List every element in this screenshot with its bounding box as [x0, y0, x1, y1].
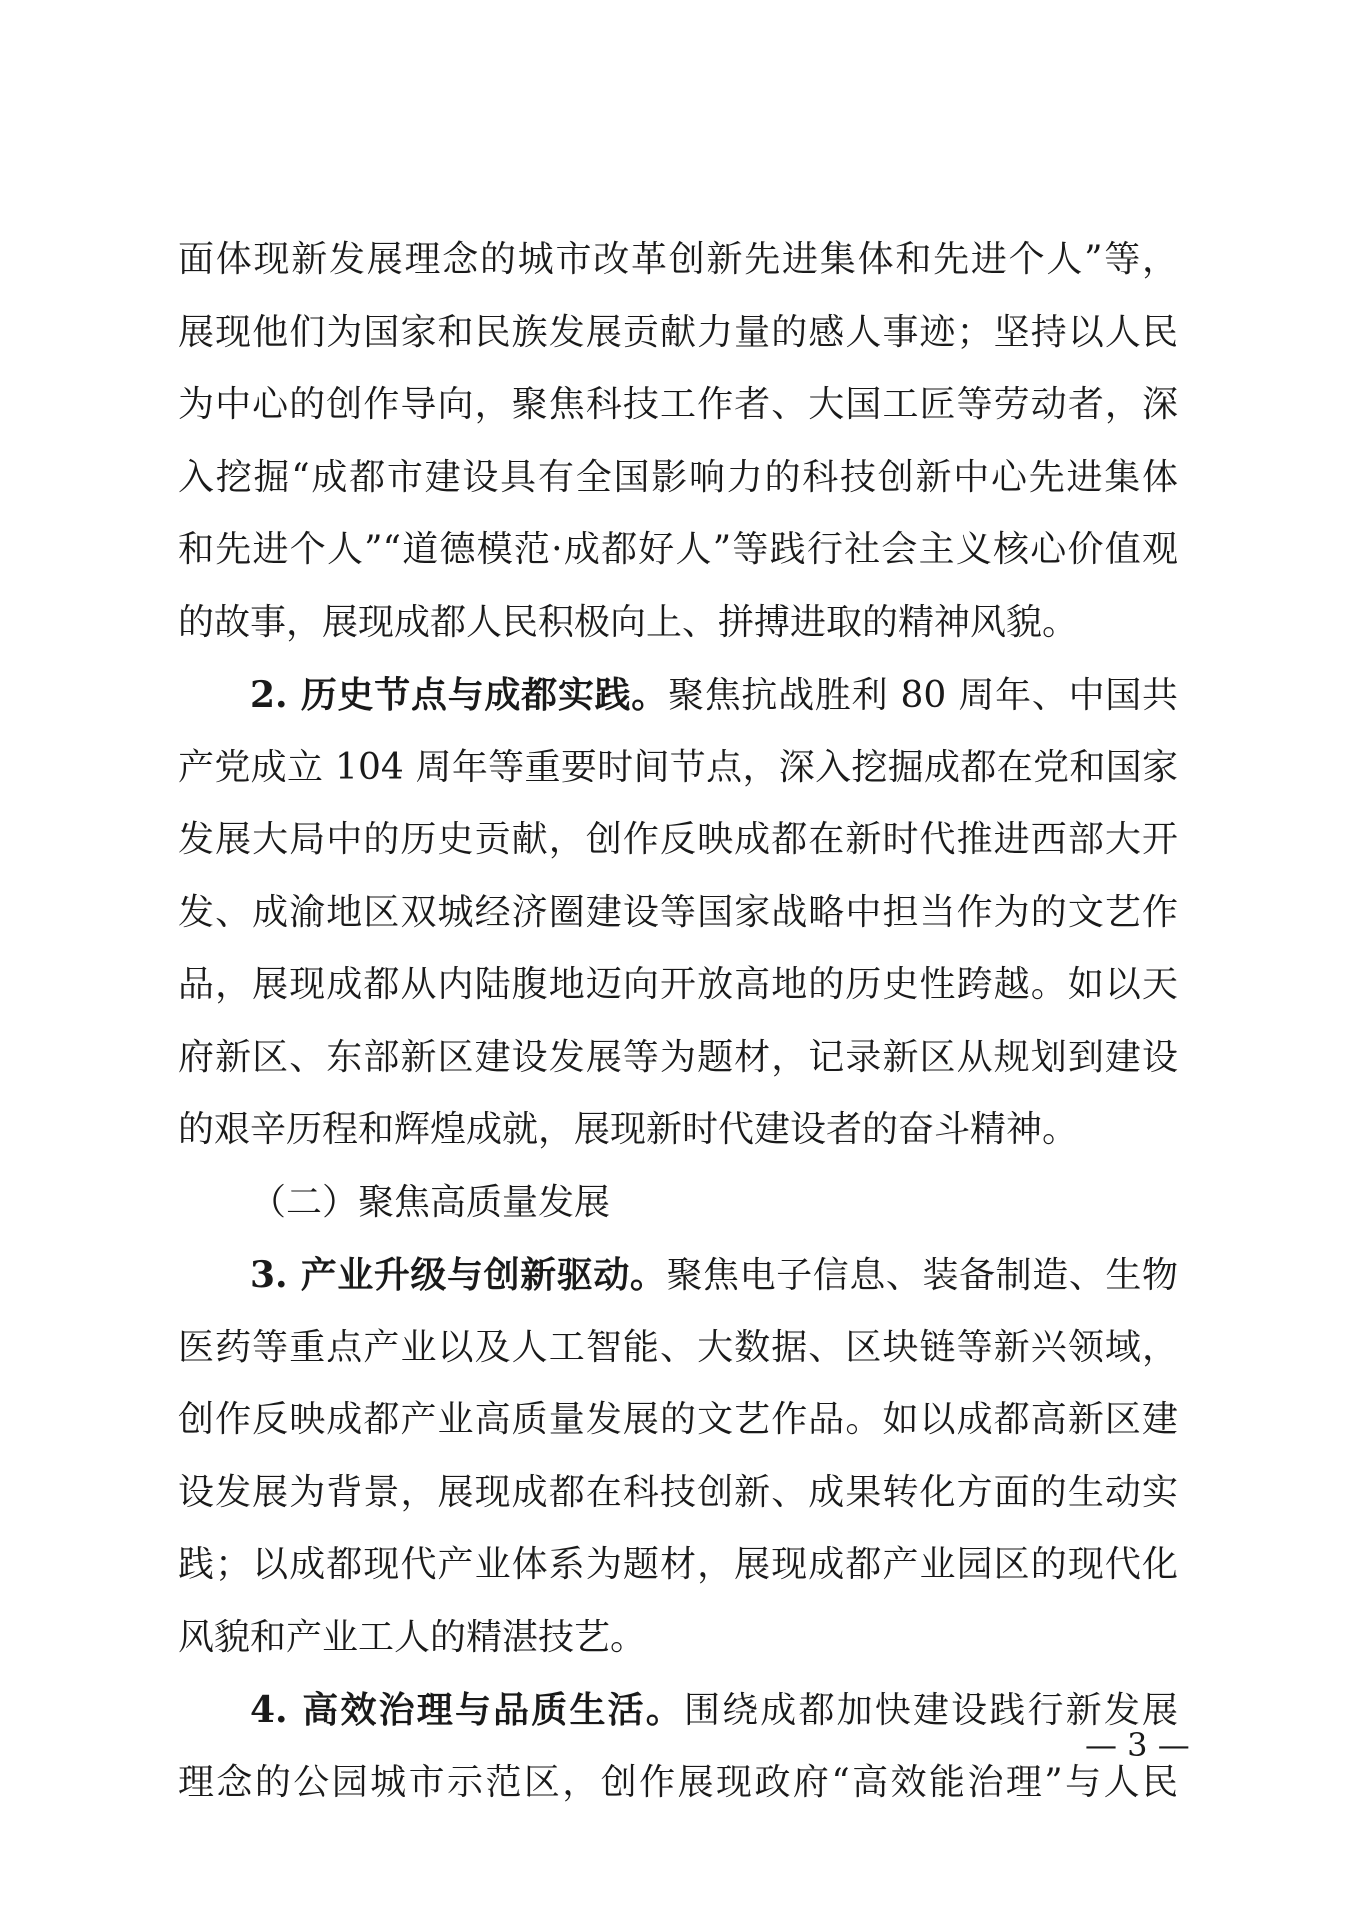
- body-text: [178, 224, 1178, 1819]
- text-line: 理念的公园城市示范区，创作展现政府“高效能治理”与人民: [178, 1761, 1178, 1803]
- subheading: （二）聚焦高质量发展: [250, 1181, 611, 1223]
- text-line: 品，展现成都从内陆腹地迈向开放高地的历史性跨越。如以天: [178, 964, 1178, 1005]
- section-4-first-line: [178, 1674, 1178, 1747]
- text-line: 的艰辛历程和辉煌成就，展现新时代建设者的奋斗精神。: [178, 1109, 1079, 1150]
- section-2-heading: 2. 历史节点与成都实践。: [250, 674, 668, 716]
- text-line: 发、成渝地区双城经济圈建设等国家战略中担当作为的文艺作: [178, 891, 1178, 933]
- text-line: 产党成立 104 周年等重要时间节点，深入挖掘成都在党和国家: [178, 746, 1178, 788]
- section-4-heading: 4. 高效治理与品质生活。: [250, 1689, 684, 1731]
- text-line: 践；以成都现代产业体系为题材，展现成都产业园区的现代化: [178, 1544, 1178, 1585]
- text-line: 入挖掘“成都市建设具有全国影响力的科技创新中心先进集体: [178, 456, 1178, 498]
- text-line: 创作反映成都产业高质量发展的文艺作品。如以成都高新区建: [178, 1399, 1178, 1440]
- text-line: 面体现新发展理念的城市改革创新先进集体和先进个人”等，: [178, 239, 1178, 280]
- text-line: 风貌和产业工人的精湛技艺。: [178, 1616, 647, 1658]
- text-line: 医药等重点产业以及人工智能、大数据、区块链等新兴领域，: [178, 1326, 1178, 1368]
- text-line: 的故事，展现成都人民积极向上、拼搏进取的精神风貌。: [178, 601, 1079, 643]
- text-line: 发展大局中的历史贡献，创作反映成都在新时代推进西部大开: [178, 819, 1178, 860]
- section-2-lead-text: 聚焦抗战胜利 80 周年、中国共: [668, 675, 1178, 716]
- page-number: — 3 —: [1085, 1726, 1190, 1764]
- section-3-heading: 3. 产业升级与创新驱动。: [250, 1254, 667, 1296]
- section-2-first-line: [178, 659, 1178, 732]
- section-4-lead-text: 围绕成都加快建设践行新发展: [683, 1690, 1178, 1731]
- text-line: 和先进个人”“道德模范·成都好人”等践行社会主义核心价值观: [178, 529, 1178, 570]
- text-line: 展现他们为国家和民族发展贡献力量的感人事迹；坚持以人民: [178, 311, 1178, 353]
- text-line: 府新区、东部新区建设发展等为题材，记录新区从规划到建设: [178, 1036, 1178, 1078]
- text-line: 为中心的创作导向，聚焦科技工作者、大国工匠等劳动者，深: [178, 384, 1178, 425]
- section-3-lead-text: 聚焦电子信息、装备制造、生物: [666, 1255, 1178, 1296]
- section-3-first-line: [178, 1239, 1178, 1312]
- text-line: 设发展为背景，展现成都在科技创新、成果转化方面的生动实: [178, 1471, 1178, 1513]
